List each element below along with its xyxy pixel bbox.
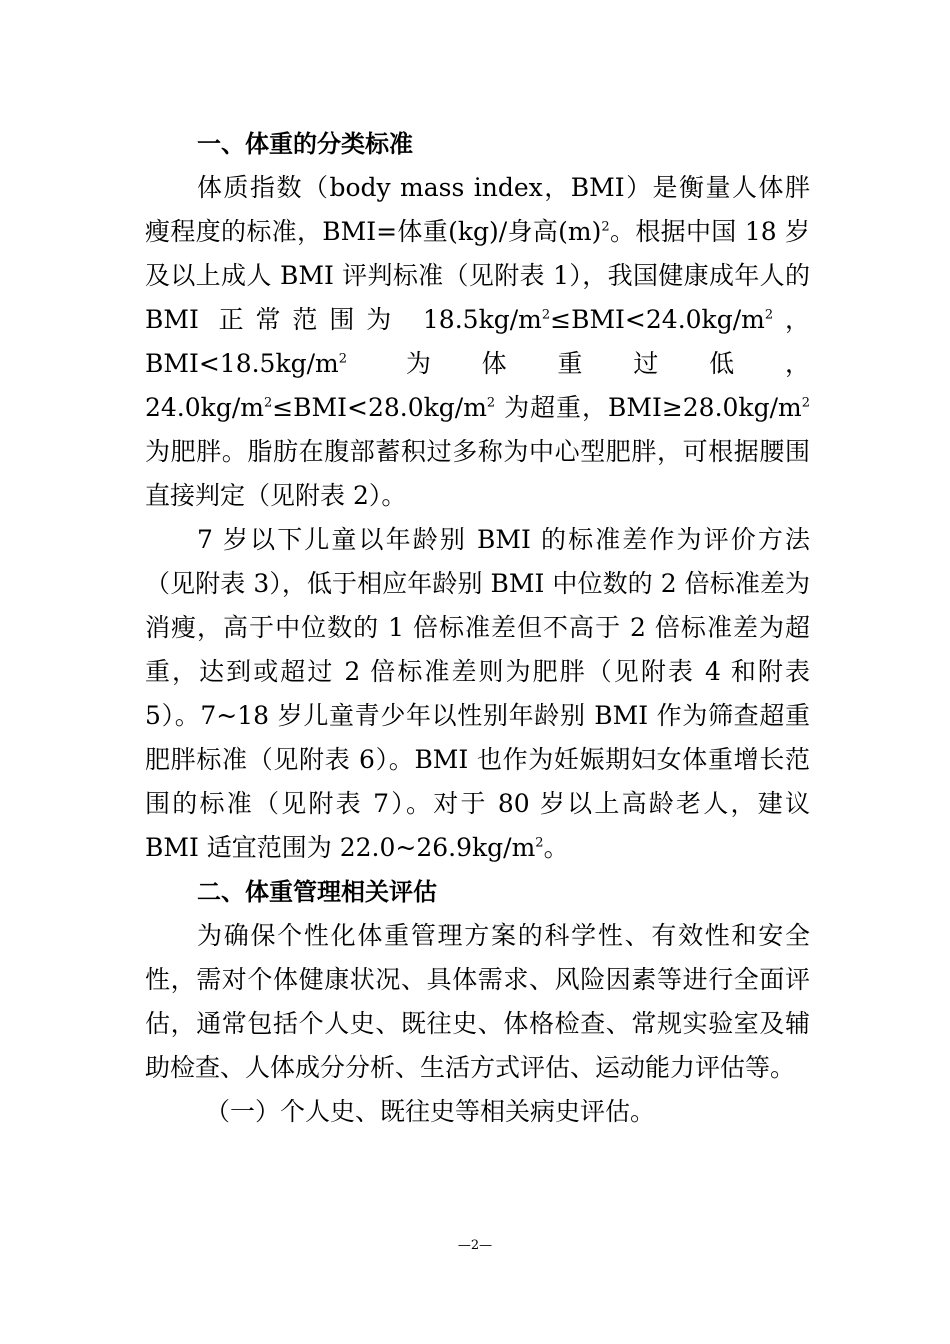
page-content — [145, 122, 810, 1134]
paragraph-children-bmi: 7 岁以下儿童以年龄别 BMI 的标准差作为评价方法（见附表 3），低于相应年龄别 BMI 中位数的 2 倍标准差为消瘦，高于中位数的 1 倍标准差但不高于 2 倍标准差为超重，达到或超过 2 倍标准差则为肥胖（见附表 4 和附表 5）。7~18 岁儿童青少年以性别年龄别 BMI 作为筛查超重肥胖标准（见附表 6）。BMI 也作为妊娠期妇女体重增长范围的标准（见附表 7）。对于 80 岁以上高龄老人，建议 BMI 适宜范围为 $22.0\sim 26.9kg/m^2$。 — [145, 525, 810, 862]
section-heading-1: 一、体重的分类标准 — [197, 130, 413, 158]
paragraph-bmi-definition: 体质指数（body mass index，BMI）是衡量人体胖瘦程度的标准，BMI=体重(kg)/身高$(m)^2$。根据中国 18 岁及以上成人 BMI 评判标准（见附表 1），我国健康成年人的 BMI 正常范围为 $18.5kg/m^2\le BMI<24.0kg/m^2$，$BMI<18.5kg/m^2$ 为体重过低，$24.0kg/m^2\le BMI<28.0kg/m^2$ 为超重，$BMI\ge 28.0kg/m^2$ 为肥胖。脂肪在腹部蓄积过多称为中心型肥胖，可根据腰围直接判定（见附表 2）。 — [145, 173, 810, 510]
paragraph-assessment: 为确保个性化体重管理方案的科学性、有效性和安全性，需对个体健康状况、具体需求、风险因素等进行全面评估，通常包括个人史、既往史、体格检查、常规实验室及辅助检查、人体成分分析、生活方式评估、运动能力评估等。 — [145, 921, 810, 1082]
section-heading-2: 二、体重管理相关评估 — [197, 878, 437, 906]
page-number: —2— — [457, 1238, 493, 1253]
subsection-heading-1: （一）个人史、既往史等相关病史评估。 — [205, 1097, 656, 1126]
